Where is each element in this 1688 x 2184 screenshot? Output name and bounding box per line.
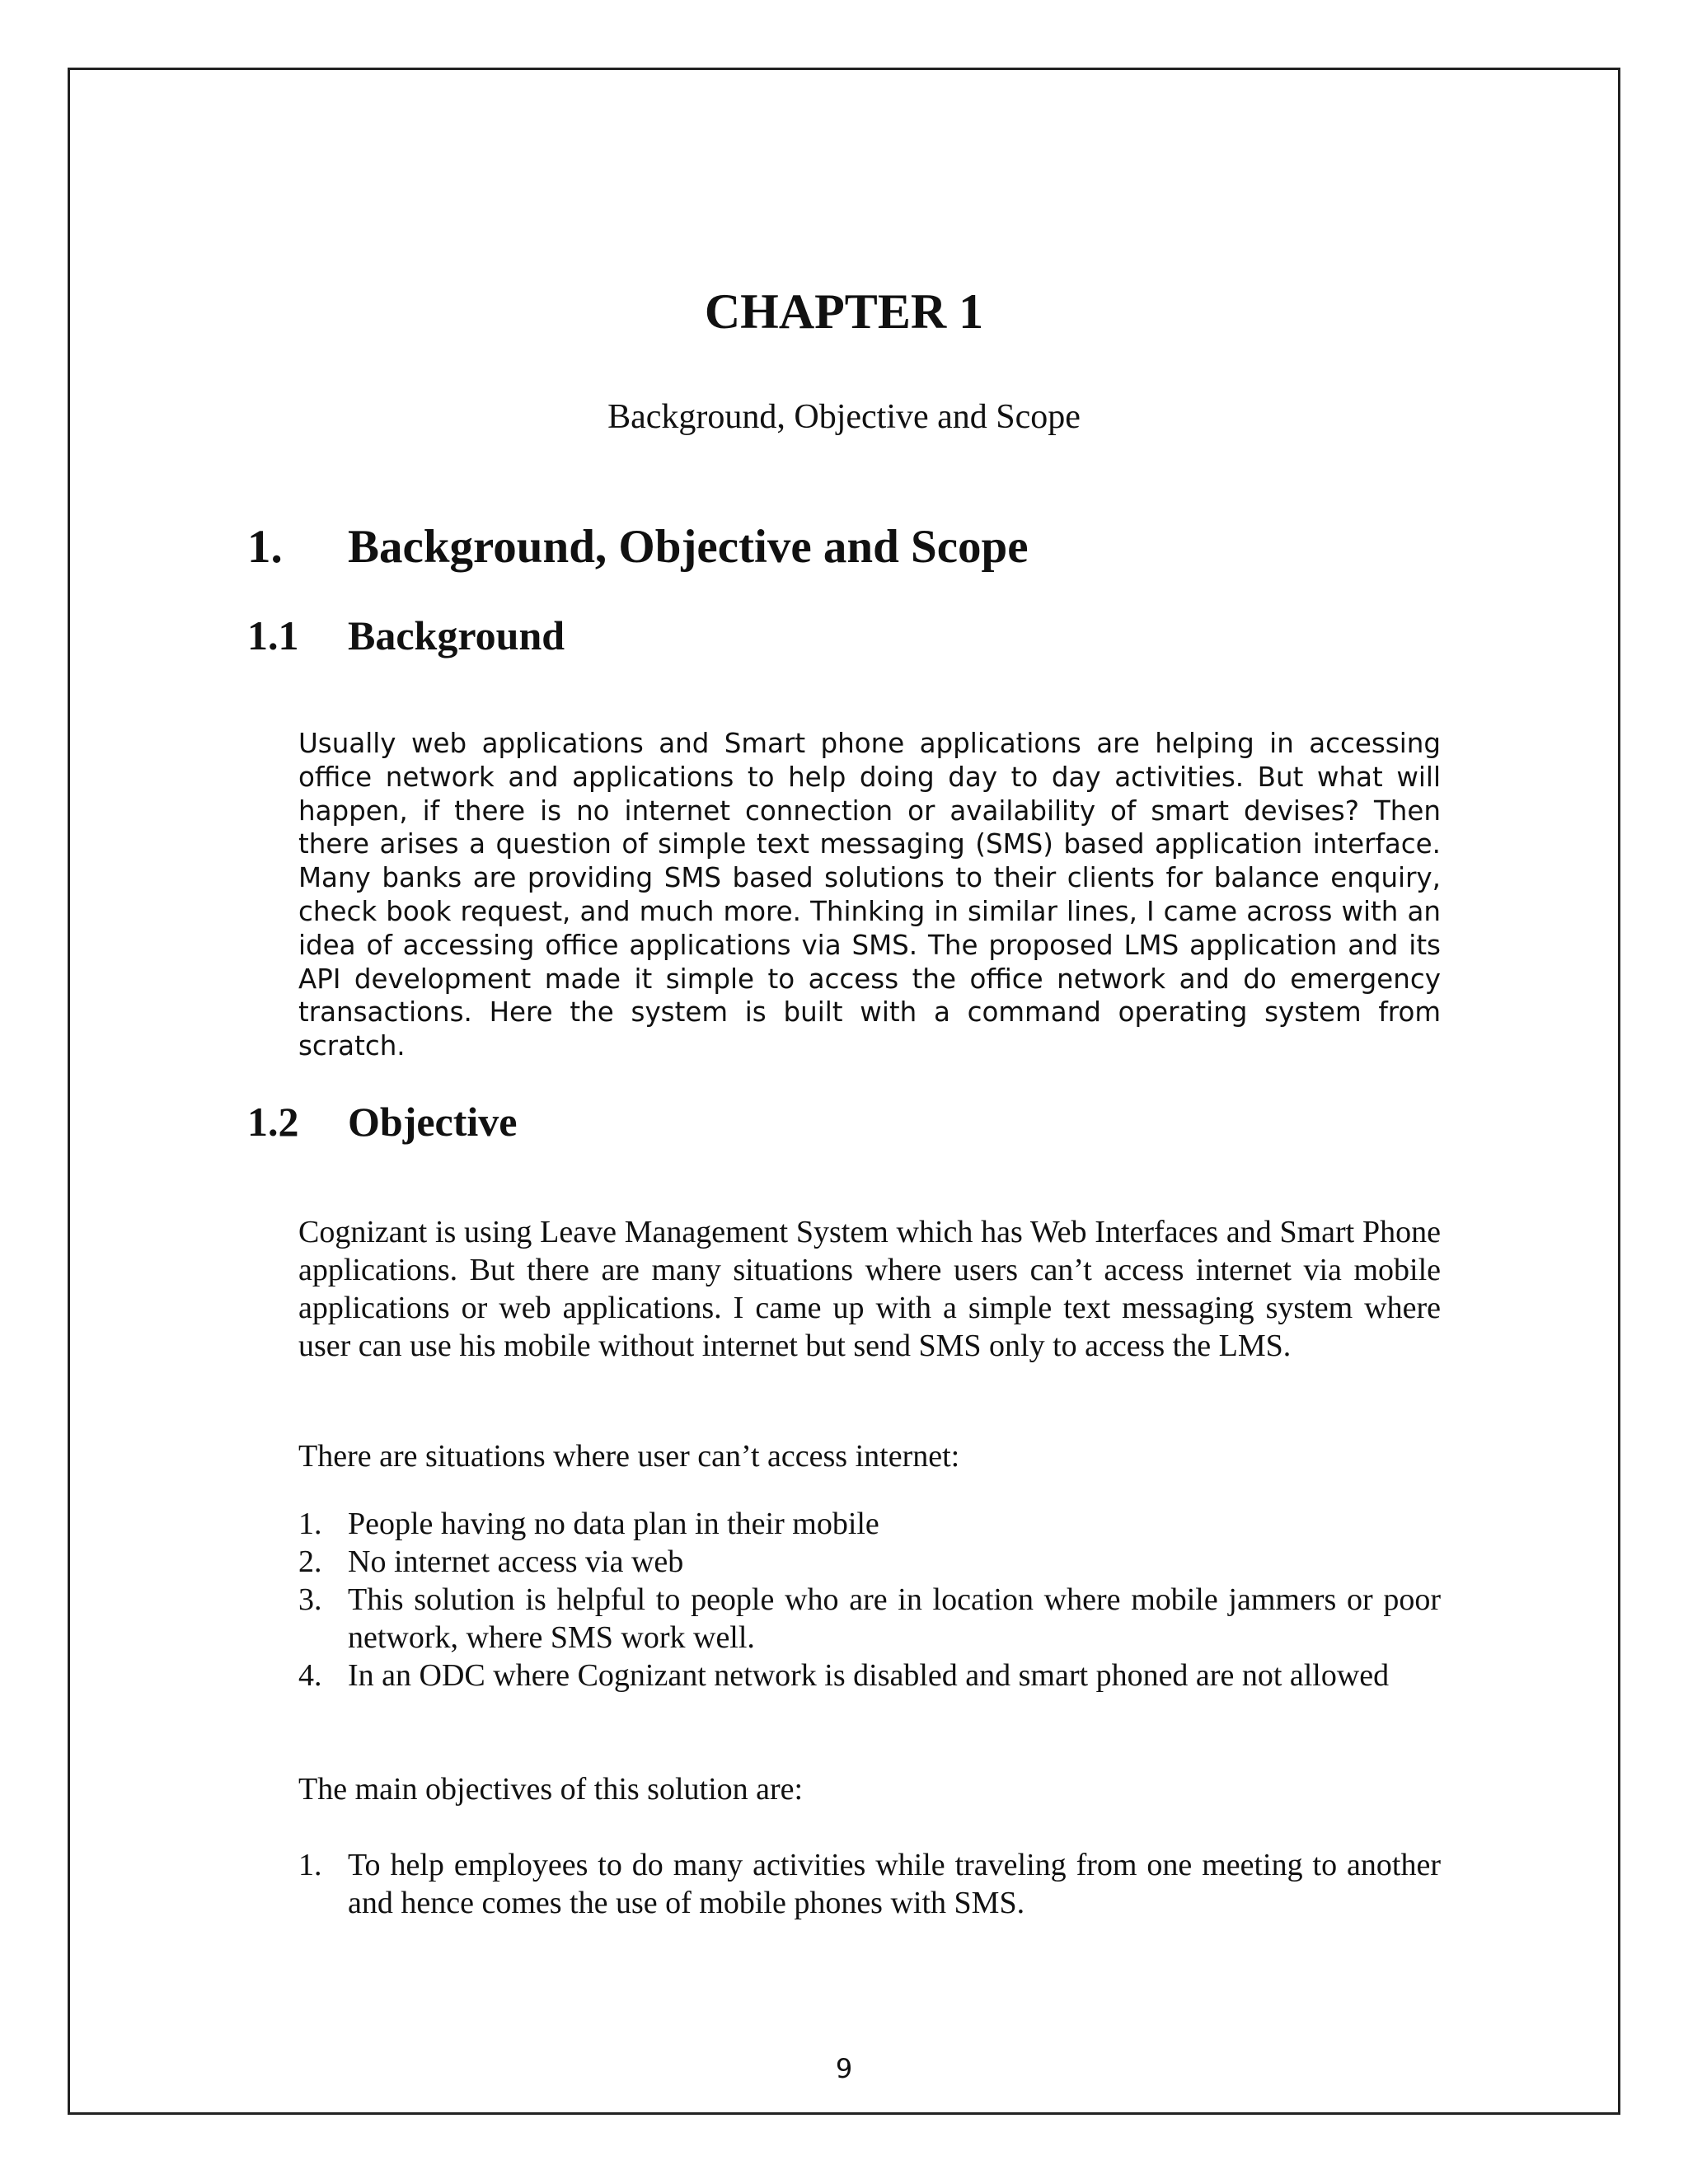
background-paragraph: Usually web applications and Smart phone applications are helping in accessing office network and applications to help doing day to day activities. But what will happen, if there is no internet connection or availability of smart devises? Then there arises a question of simple text messaging (SMS) based application interface. Many banks are providing SMS based solutions to their clients for balance enquiry, check book request, and much more. Thinking in similar lines, I came across with an idea of accessing office applications via SMS. The proposed LMS application and its API development made it simple to access the office network and do emergency transactions. Here the system is built with a command operating system from scratch.: [298, 728, 1441, 1062]
situations-list: [298, 1505, 1441, 1694]
objectives-list: [298, 1846, 1441, 1922]
objective-paragraph-3: The main objectives of this solution are:: [298, 1772, 804, 1807]
section-number: 1.2: [247, 1099, 299, 1145]
list-marker: 1.: [298, 1507, 322, 1541]
list-item-text: People having no data plan in their mobile: [348, 1507, 879, 1541]
section-heading-1-1: [247, 608, 565, 663]
list-item-text: No internet access via web: [348, 1544, 684, 1579]
chapter-title: CHAPTER 1: [704, 284, 984, 339]
list-item: [298, 1505, 1441, 1543]
objective-paragraph-1: Cognizant is using Leave Management System which has Web Interfaces and Smart Phone applications. But there are many situations where users can’t access internet via mobile applications or web applications. I came up with a simple text messaging system where user can use his mobile without internet but send SMS only to access the LMS.: [298, 1215, 1441, 1363]
chapter-subtitle: Background, Objective and Scope: [607, 398, 1081, 436]
list-item: [298, 1581, 1441, 1657]
section-heading-1: [247, 516, 1029, 579]
list-item-text: This solution is helpful to people who are in location where mobile jammers or poor network, where SMS work well.: [348, 1582, 1441, 1655]
objective-paragraph-2: There are situations where user can’t access internet:: [298, 1439, 960, 1474]
list-marker: 4.: [298, 1658, 322, 1693]
list-marker: 2.: [298, 1544, 322, 1579]
section-title: Objective: [348, 1099, 518, 1145]
list-item-text: In an ODC where Cognizant network is disabled and smart phoned are not allowed: [348, 1658, 1390, 1693]
list-item: [298, 1657, 1441, 1694]
list-item-text: To help employees to do many activities while traveling from one meeting to another and hence comes the use of mobile phones with SMS.: [348, 1848, 1441, 1920]
section-heading-1-2: [247, 1094, 517, 1149]
list-item: [298, 1543, 1441, 1581]
list-item: [298, 1846, 1441, 1922]
section-title: Background, Objective and Scope: [348, 521, 1029, 573]
section-title: Background: [348, 612, 565, 658]
list-marker: 1.: [298, 1848, 322, 1882]
list-marker: 3.: [298, 1582, 322, 1617]
section-number: 1.1: [247, 612, 299, 658]
section-number: 1.: [247, 521, 283, 573]
page-number: 9: [835, 2053, 853, 2084]
